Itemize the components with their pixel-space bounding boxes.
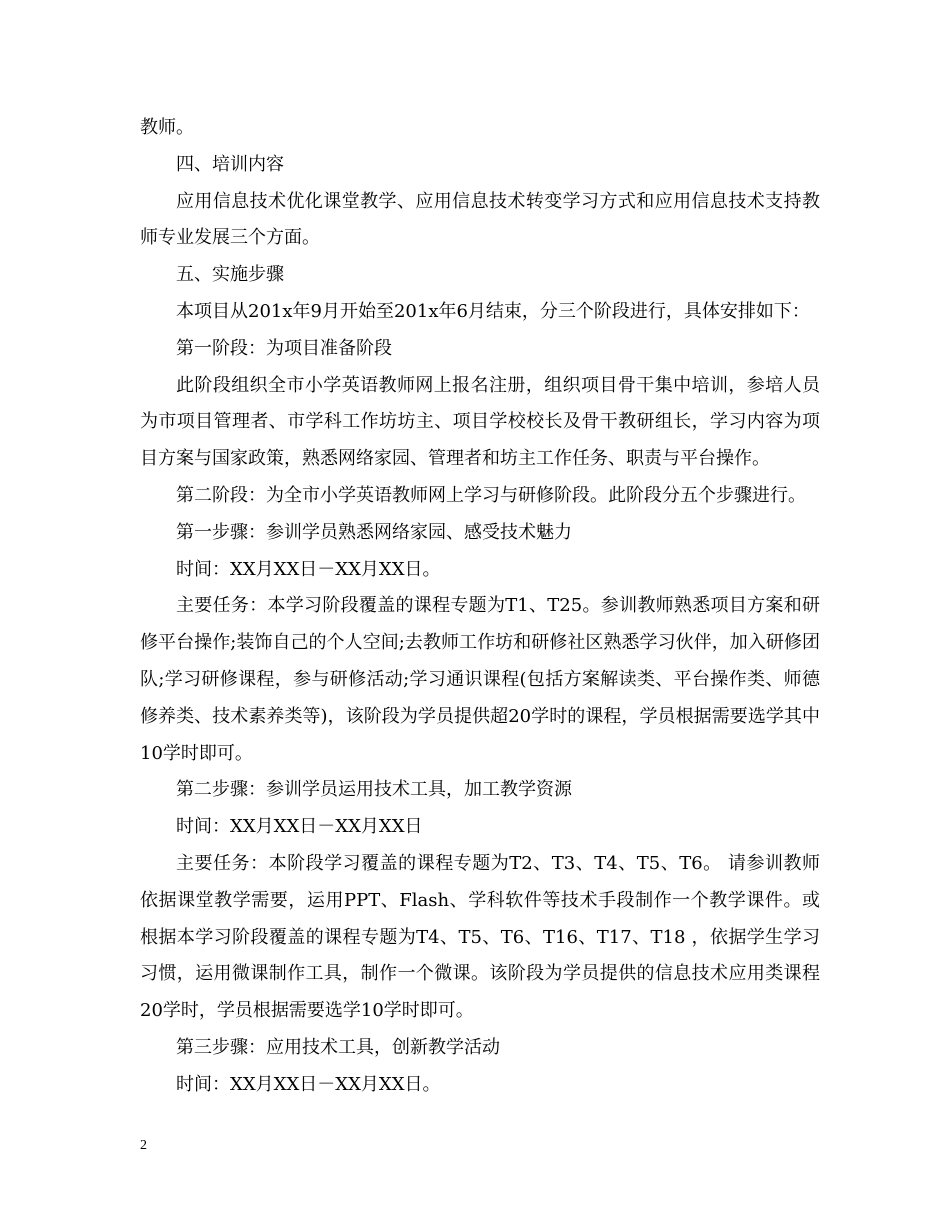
step-heading: 第三步骤：应用技术工具，创新教学活动	[176, 1036, 500, 1058]
step-heading: 第一步骤：参训学员熟悉网络家园、感受技术魅力	[176, 521, 572, 543]
section-heading: 五、实施步骤	[176, 264, 284, 286]
paragraph: 应用信息技术优化课堂教学、应用信息技术转变学习方式和应用信息技术支持教师专业发展三个方面。	[140, 190, 820, 249]
paragraph: 主要任务：本阶段学习覆盖的课程专题为T2、T3、T4、T5、T6。 请参训教师依据课堂教学需要，运用PPT、Flash、学科软件等技术手段制作一个教学课件。或根据本学习阶段覆盖的课程专题为T4、T5、T6、T16、T17、T18 ，依据学生学习习惯，运用微课制作工具，制作一个微课。该阶段为学员提供的信息技术应用类课程20学时，学员根据需要选学10学时即可。	[140, 852, 820, 1022]
page-number: 2	[140, 1138, 147, 1153]
paragraph: 本项目从201x年9月开始至201x年6月结束，分三个阶段进行，具体安排如下：	[176, 300, 810, 322]
paragraph: 教师。	[140, 117, 194, 138]
time-line: 时间：XX月XX日－XX月XX日。	[176, 558, 441, 580]
time-line: 时间：XX月XX日－XX月XX日。	[176, 1073, 441, 1095]
paragraph: 主要任务：本学习阶段覆盖的课程专题为T1、T25。参训教师熟悉项目方案和研修平台操作;装饰自己的个人空间;去教师工作坊和研修社区熟悉学习伙伴，加入研修团队;学习研修课程，参与研修活动;学习通识课程(包括方案解读类、平台操作类、师德修养类、技术素养类等)，该阶段为学员提供超20学时的课程，学员根据需要选学其中10学时即可。	[140, 595, 820, 764]
stage-heading: 第一阶段：为项目准备阶段	[176, 337, 392, 359]
time-line: 时间：XX月XX日－XX月XX日	[176, 816, 423, 838]
section-heading: 四、培训内容	[176, 153, 284, 175]
stage-heading: 第二阶段：为全市小学英语教师网上学习与研修阶段。此阶段分五个步骤进行。	[176, 484, 806, 506]
step-heading: 第二步骤：参训学员运用技术工具，加工教学资源	[176, 779, 572, 801]
paragraph: 此阶段组织全市小学英语教师网上报名注册，组织项目骨干集中培训，参培人员为市项目管理者、市学科工作坊坊主、项目学校校长及骨干教研组长，学习内容为项目方案与国家政策，熟悉网络家园、管理者和坊主工作任务、职责与平台操作。	[140, 374, 820, 470]
document-body	[140, 110, 820, 1104]
